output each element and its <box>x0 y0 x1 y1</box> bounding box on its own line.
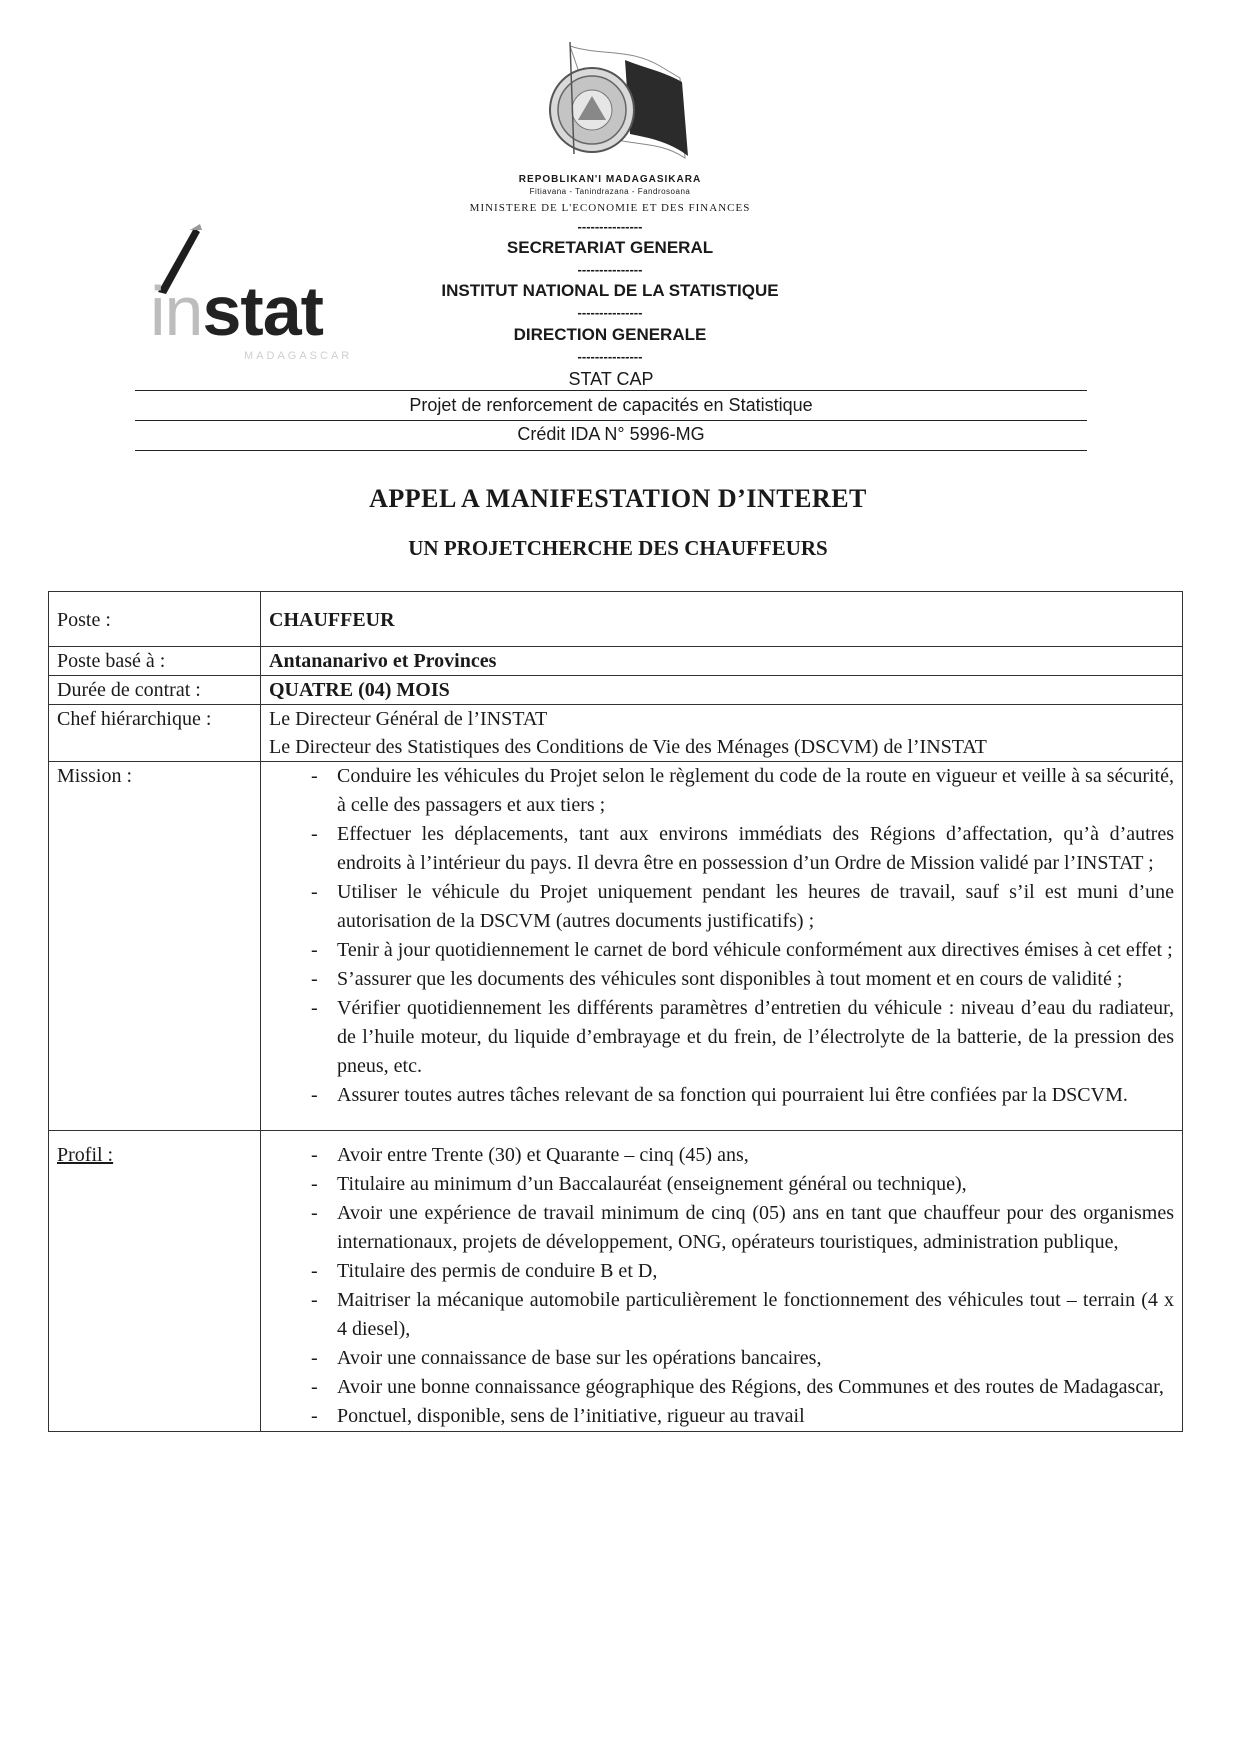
chef-value <box>261 705 1183 762</box>
instat-logo-main: stat <box>202 272 323 350</box>
separator: --------------- <box>577 262 643 277</box>
list-item: - Avoir une connaissance de base sur les opérations bancaires, <box>269 1344 1174 1373</box>
instat-logo <box>150 272 323 350</box>
list-item: - Assurer toutes autres tâches relevant de sa fonction qui pourraient lui être confiées par la DSCVM. <box>269 1081 1174 1110</box>
list-item: - Titulaire des permis de conduire B et D, <box>269 1257 1174 1286</box>
ministry-name: MINISTERE DE L'ECONOMIE ET DES FINANCES <box>469 202 751 214</box>
duree-value: QUATRE (04) MOIS <box>261 676 1183 705</box>
republic-motto: Fitiavana - Tanindrazana - Fandrosoana <box>529 187 691 196</box>
secretariat-heading: SECRETARIAT GENERAL <box>506 238 714 257</box>
credit-reference: Crédit IDA N° 5996-MG <box>517 424 705 444</box>
project-description: Projet de renforcement de capacités en Statistique <box>409 395 813 415</box>
table-row <box>49 762 1183 1131</box>
project-name: STAT CAP <box>568 369 654 389</box>
table-row <box>49 705 1183 762</box>
document-subtitle: UN PROJETCHERCHE DES CHAUFFEURS <box>408 536 828 560</box>
list-item: - Tenir à jour quotidiennement le carnet de bord véhicule conformément aux directives émises à cet effet ; <box>269 936 1174 965</box>
mission-list <box>269 762 1174 1110</box>
base-label: Poste basé à : <box>49 647 261 676</box>
list-item: - Avoir une bonne connaissance géographique des Régions, des Communes et des routes de Madagascar, <box>269 1373 1174 1402</box>
divider <box>135 450 1087 451</box>
madagascar-emblem-icon <box>530 38 700 168</box>
instat-logo-subtitle: MADAGASCAR <box>244 350 353 362</box>
direction-heading: DIRECTION GENERALE <box>513 325 707 344</box>
separator: --------------- <box>577 219 643 234</box>
base-value: Antananarivo et Provinces <box>261 647 1183 676</box>
poste-label: Poste : <box>49 592 261 647</box>
divider <box>135 420 1087 421</box>
chef-label: Chef hiérarchique : <box>49 705 261 762</box>
instat-logo-prefix: in <box>150 272 203 350</box>
table-row <box>49 592 1183 647</box>
poste-value: CHAUFFEUR <box>261 592 1183 647</box>
mission-label: Mission : <box>49 762 261 1131</box>
chef-line: Le Directeur des Statistiques des Conditions de Vie des Ménages (DSCVM) de l’INSTAT <box>269 736 987 758</box>
table-row <box>49 1131 1183 1432</box>
profil-list <box>269 1141 1174 1431</box>
list-item: - Utiliser le véhicule du Projet uniquement pendant les heures de travail, sauf s’il est muni d’une autorisation de la DSCVM (autres documents justificatifs) ; <box>269 878 1174 936</box>
separator: --------------- <box>577 349 643 364</box>
divider <box>135 390 1087 391</box>
list-item: - Effectuer les déplacements, tant aux environs immédiats des Régions d’affectation, qu’à d’autres endroits à l’intérieur du pays. Il devra être en possession d’un Ordre de Mission validé par l’INSTAT ; <box>269 820 1174 878</box>
list-item: - Ponctuel, disponible, sens de l’initiative, rigueur au travail <box>269 1402 1174 1431</box>
list-item: - Maitriser la mécanique automobile particulièrement le fonctionnement des véhicules tout – terrain (4 x 4 diesel), <box>269 1286 1174 1344</box>
separator: --------------- <box>577 305 643 320</box>
list-item: - Conduire les véhicules du Projet selon le règlement du code de la route en vigueur et veille à sa sécurité, à celle des passagers et aux tiers ; <box>269 762 1174 820</box>
list-item: - Avoir entre Trente (30) et Quarante – cinq (45) ans, <box>269 1141 1174 1170</box>
duree-label: Durée de contrat : <box>49 676 261 705</box>
list-item: - S’assurer que les documents des véhicules sont disponibles à tout moment et en cours de validité ; <box>269 965 1174 994</box>
document-title: APPEL A MANIFESTATION D’INTERET <box>369 484 867 513</box>
republic-name: REPOBLIKAN'I MADAGASIKARA <box>518 174 702 185</box>
list-item: - Titulaire au minimum d’un Baccalauréat (enseignement général ou technique), <box>269 1170 1174 1199</box>
list-item: - Avoir une expérience de travail minimum de cinq (05) ans en tant que chauffeur pour des organismes internationaux, projets de développement, ONG, opérateurs touristiques, administration publique, <box>269 1199 1174 1257</box>
job-description-table <box>48 591 1183 1432</box>
chef-line: Le Directeur Général de l’INSTAT <box>269 708 548 730</box>
profil-value <box>261 1131 1183 1432</box>
list-item: - Vérifier quotidiennement les différents paramètres d’entretien du véhicule : niveau d’eau du radiateur, de l’huile moteur, du liquide d’embrayage et du frein, de l’électrolyte de la batterie, de la pression des pneus, etc. <box>269 994 1174 1081</box>
table-row <box>49 647 1183 676</box>
profil-label: Profil : <box>49 1131 261 1432</box>
institut-heading: INSTITUT NATIONAL DE LA STATISTIQUE <box>441 281 779 300</box>
table-row <box>49 676 1183 705</box>
mission-value <box>261 762 1183 1131</box>
